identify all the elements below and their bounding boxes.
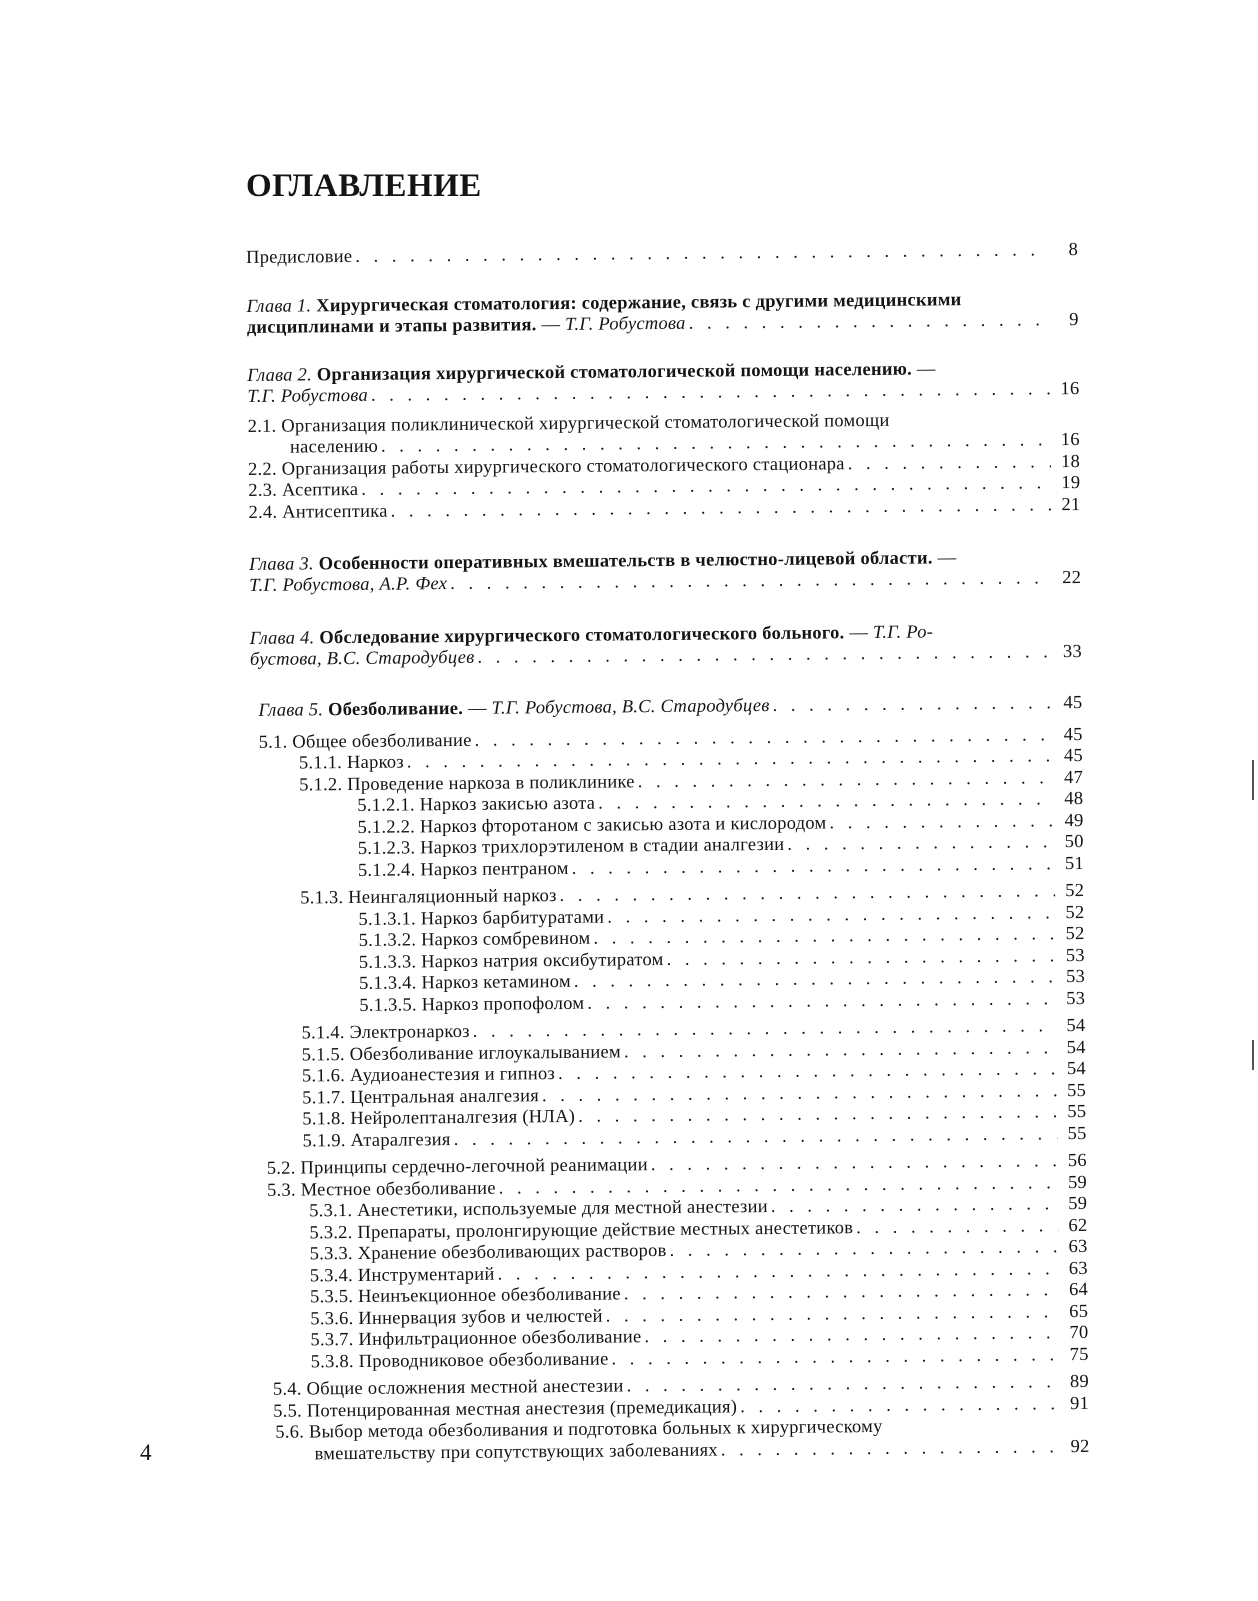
entry-label: Наркоз закисью азота [419,793,596,816]
table-of-contents [246,240,1090,1466]
entry-number: 5.3.4. [309,1265,358,1286]
dot-leader [829,811,1054,835]
entry-label-cont: вмешательству при сопутствующих заболеваниях [314,1440,718,1464]
entry-number: 5.1.3.3. [358,951,422,973]
dot-leader [454,1124,1058,1151]
entry-label: Проведение наркоза в поликлинике [347,771,635,795]
dash: — [844,622,874,643]
entry-page: 53 [1066,988,1086,1009]
chapter-authors: Т.Г. Робустова [247,385,369,407]
entry-number: 5.3.3. [309,1243,358,1265]
dot-leader [450,568,1052,595]
entry-page: 45 [1063,745,1084,767]
entry-label: Наркоз барбитуратами [420,907,605,929]
entry-number: 5.1.4. [301,1023,350,1044]
chapter-prefix: Глава 2. [247,365,313,386]
entry-label: Общие осложнения местной анестезии [306,1376,624,1400]
entry-page: 65 [1069,1301,1089,1322]
entry-label: Анестетики, используемые для местной анестезии [357,1197,768,1221]
entry-page: 55 [1067,1101,1087,1123]
dot-leader [572,854,1055,880]
chapter-prefix: Глава 1. [246,295,312,317]
entry-page: 64 [1068,1279,1089,1301]
dot-leader [771,1194,1059,1218]
chapter-authors: Т.Г. Робустова [565,313,686,335]
entry-label: Наркоз кетамином [421,971,571,994]
entry-page: 89 [1069,1371,1090,1393]
entry-page: 33 [1062,641,1083,662]
entry-number: 5.1.3.4. [358,973,422,994]
entry-page: 8 [1068,240,1079,261]
entry-number: 5.1.8. [302,1109,351,1130]
entry-label: Наркоз пентраном [420,858,569,880]
chapter-title: Обезболивание. [327,698,464,721]
entry-page: 21 [1061,494,1081,515]
entry-number: 5.1.2.2. [357,816,421,838]
page-title: ОГЛАВЛЕНИЕ [246,168,482,204]
entry-page: 9 [1069,309,1079,330]
chapter-prefix: Глава 4. [249,627,315,649]
chapter-authors: Т.Г. Робустова, А.Р. Фех [249,574,448,596]
entry-label: Принципы сердечно-легочной реанимации [300,1155,648,1179]
chapter-title-cont: дисциплинами и этапы развития. [246,314,537,338]
entry-number: 5.3.7. [310,1329,359,1351]
entry-number: 5.1.9. [302,1130,351,1151]
dot-leader [740,1394,1060,1419]
chapter-2 [247,357,1079,408]
scan-edge-mark [1252,760,1254,800]
dash: — [462,698,492,719]
entry-number: 5.1.6. [301,1066,351,1087]
entry-page: 54 [1066,1015,1086,1037]
entry-label: Нейролептаналгезия (НЛА) [350,1106,576,1130]
dot-leader [689,310,1050,335]
dot-leader [355,240,1049,268]
entry-number: 5.5. [273,1400,307,1422]
chapter-authors: Т.Г. Робустова, В.С. Стародубцев [491,695,770,719]
entry-label: Обезболивание иглоукалыванием [349,1041,621,1065]
entry-label: Потенцированная местная анестезия (премедикация) [306,1396,738,1421]
entry-page: 63 [1068,1258,1088,1279]
entry-label: Наркоз фторотаном с закисью азота и кислородом [419,812,827,837]
entry-page: 59 [1067,1172,1088,1193]
entry-label: Наркоз сомбревином [420,928,591,951]
entry-label: Выбор метода обезболивания и подготовка больных к хирургическому [308,1416,883,1443]
entry-number: 5.1.1. [298,753,348,774]
entry-page: 47 [1064,767,1084,788]
entry-label: Наркоз [346,752,404,774]
entry-page: 52 [1065,923,1085,945]
chapter-title: Организация хирургической стоматологической помощи населению. [316,359,913,386]
entry-page: 92 [1070,1436,1090,1457]
entry-label: Местное обезболивание [300,1178,496,1201]
entry-page: 55 [1067,1123,1087,1144]
entry-page: 91 [1070,1393,1090,1414]
entry-page: 22 [1062,567,1082,589]
dash: — [932,548,957,569]
entry-label: Инфильтрационное обезболивание [358,1327,642,1350]
chapter-title: Обследование хирургического стоматологического больного. [319,622,845,648]
chapter-1 [246,288,1078,339]
entry-number: 5.2. [266,1158,301,1179]
dash: — [911,359,936,380]
entry-number: 5.1.7. [302,1087,351,1108]
dot-leader [848,452,1052,475]
toc-entry-preface [246,240,1078,269]
entry-label-cont: населению [289,436,379,458]
entry-number: 2.1. [247,416,282,437]
entry-label: Предисловие [246,246,353,268]
entry-page: 18 [1060,451,1081,472]
entry-page: 51 [1064,853,1085,874]
entry-page: 53 [1065,966,1086,988]
chapter-title: Особенности оперативных вмешательств в челюстно-лицевой области. [318,548,933,575]
entry-label: Атаралгезия [350,1129,451,1151]
entry-label: Наркоз пропофолом [421,993,585,1015]
entry-number: 2.3. [248,480,283,501]
entry-page: 54 [1066,1058,1087,1080]
entry-number: 5.3.5. [309,1286,359,1308]
entry-number: 2.2. [248,459,282,480]
entry-number: 5.1.2.3. [357,838,421,859]
entry-page: 19 [1061,473,1081,494]
entry-label: Инструментарий [357,1264,495,1286]
entry-number: 5.1. [258,732,293,753]
chapter-title: Хирургическая стоматология: содержание, связь с другими медицинскими [316,289,962,316]
entry-number: 5.6. [275,1422,310,1443]
entry-label: Организация работы хирургического стоматологического стационара [281,453,845,480]
entry-page: 56 [1067,1150,1087,1172]
chapter-authors-cont: бустова, В.С. Стародубцев [249,647,475,670]
entry-label: Общее обезболивание [292,730,472,753]
chapter-4 [250,619,1082,670]
entry-number: 5.1.3.5. [359,994,422,1016]
entry-number: 5.1.3.2. [358,930,422,951]
entry-label: Наркоз натрия оксибутиратом [421,949,664,972]
entry-number: 5.1.5. [301,1044,350,1066]
entry-number: 5.1.3.1. [358,908,421,930]
entry-number: 5.1.2.4. [357,859,421,881]
chapter-3 [249,546,1081,597]
chapter-prefix: Глава 5. [258,700,324,721]
dot-leader [856,1216,1058,1239]
entry-label: Организация поликлинической хирургической стоматологической помощи [281,410,890,437]
entry-number: 5.1.3. [300,888,349,909]
entry-number: 5.1.2.1. [357,795,420,816]
page-number: 4 [140,1440,152,1465]
entry-page: 45 [1063,724,1083,745]
entry-page: 52 [1065,902,1085,923]
entry-label: Аудиоанестезия и гипноз [349,1064,556,1087]
entry-page: 16 [1060,379,1080,400]
entry-page: 53 [1065,945,1085,966]
dot-leader [477,642,1053,669]
entry-label: Антисептика [282,501,388,523]
entry-page: 59 [1068,1193,1088,1215]
entry-page: 75 [1069,1344,1089,1365]
entry-number: 5.3.8. [310,1351,359,1372]
dash: — [536,314,566,335]
entry-label: Неингаляционный наркоз [348,886,557,909]
entry-page: 54 [1066,1037,1086,1058]
entry-page: 55 [1067,1080,1087,1101]
entry-label: Наркоз трихлорэтиленом в стадии аналгезии [420,834,785,859]
entry-label: Проводниковое обезболивание [358,1349,609,1372]
dot-leader [787,832,1055,856]
chapter-authors: Т.Г. Ро- [872,621,934,643]
entry-number: 5.3.2. [309,1222,358,1243]
entry-page: 63 [1068,1236,1088,1258]
entry-number: 5.3. [266,1180,301,1201]
dot-leader [587,989,1056,1015]
entry-label: Иннервация зубов и челюстей [358,1306,603,1329]
entry-number: 5.4. [272,1379,307,1400]
entry-label: Хранение обезболивающих растворов [357,1241,667,1264]
dot-leader [721,1437,1061,1462]
entry-number: 5.1.2. [299,774,348,796]
entry-number: 5.3.6. [310,1308,359,1329]
entry-page: 52 [1065,880,1085,902]
entry-page: 70 [1069,1322,1089,1344]
chapter-5-items [251,724,1090,1422]
entry-label: Асептика [281,479,359,501]
entry-label: Центральная аналгезия [350,1085,540,1108]
entry-page: 62 [1068,1215,1088,1236]
entry-page: 16 [1060,430,1080,451]
entry-label: Препараты, пролонгирующие действие местных анестетиков [357,1217,854,1243]
dot-leader [773,693,1054,717]
entry-page: 50 [1064,831,1084,853]
entry-number: 5.3.1. [309,1200,358,1222]
entry-label: Электронаркоз [349,1021,470,1044]
scan-edge-mark [1252,1040,1254,1070]
entry-page: 45 [1063,692,1083,714]
entry-label: Неинъекционное обезболивание [357,1284,621,1307]
chapter-prefix: Глава 3. [248,554,314,575]
dot-leader [611,1345,1059,1371]
entry-page: 48 [1064,788,1084,810]
entry-page: 49 [1064,810,1084,831]
entry-number: 2.4. [248,502,283,523]
